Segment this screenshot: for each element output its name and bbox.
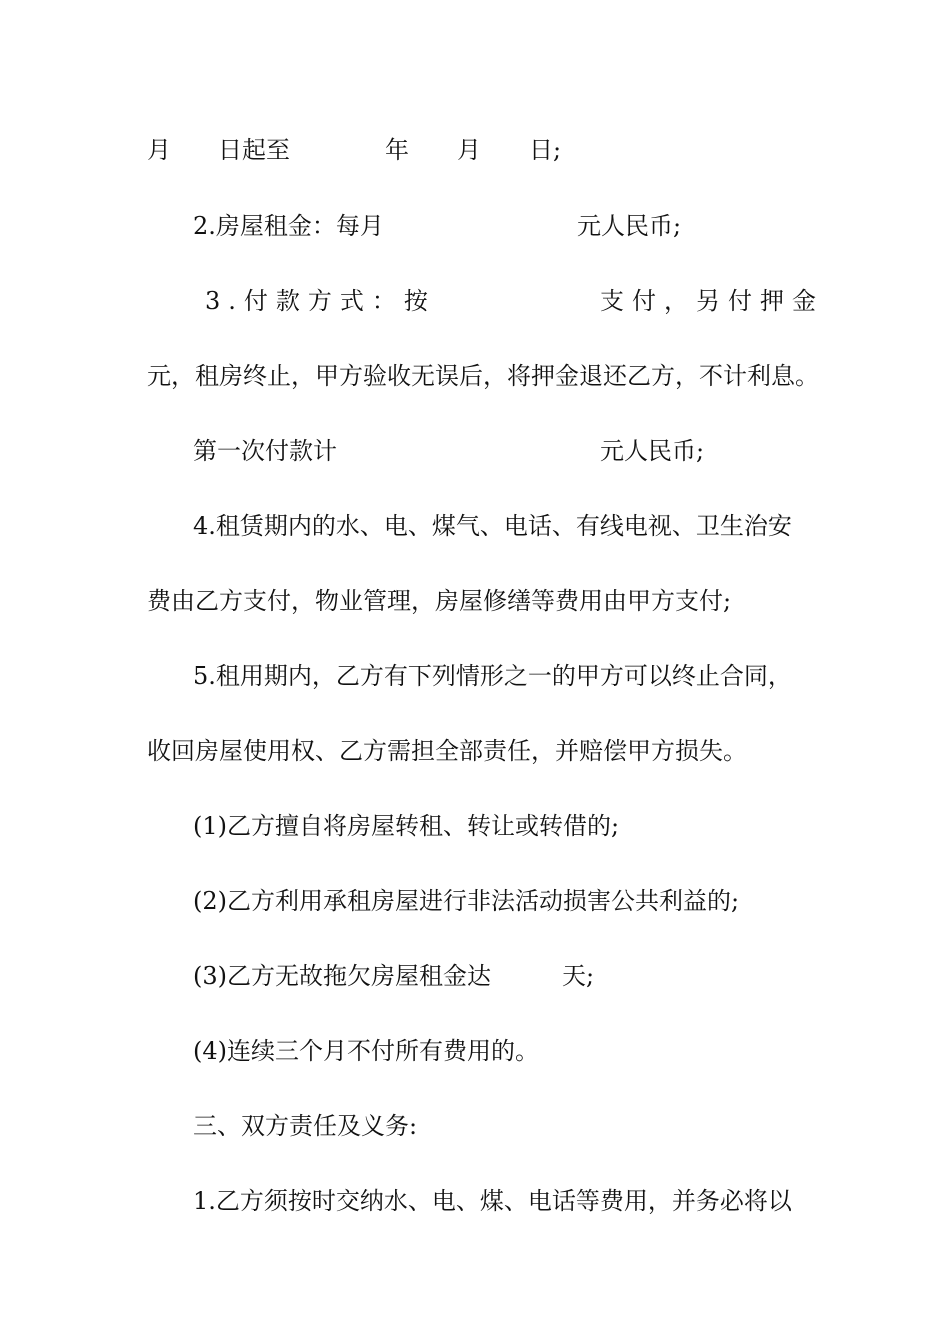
first-payment-label: 第一次付款计 — [193, 437, 337, 465]
day-from-label: 日起至 — [218, 136, 290, 164]
currency-label: 元人民币; — [600, 437, 705, 465]
line-text: 费由乙方支付，物业管理，房屋修缮等费用由甲方支付; — [147, 587, 732, 615]
day-label: 日; — [529, 136, 562, 164]
payment-method-label: 3.付款方式：按 — [205, 287, 436, 315]
deposit-label: 支付，另付押金 — [600, 287, 824, 315]
line-text: 5.租用期内，乙方有下列情形之一的甲方可以终止合同， — [193, 662, 792, 690]
currency-label: 元人民币; — [577, 212, 682, 240]
line-text: 三、双方责任及义务: — [193, 1112, 418, 1140]
line-text: 元，租房终止，甲方验收无误后，将押金退还乙方，不计利息。 — [147, 362, 819, 390]
month-label: 月 — [457, 136, 481, 164]
rent-label: 2.房屋租金：每月 — [193, 212, 384, 240]
line-text: (4)连续三个月不付所有费用的。 — [193, 1037, 539, 1065]
line-text: 1.乙方须按时交纳水、电、煤、电话等费用，并务必将以 — [193, 1187, 792, 1215]
year-label: 年 — [385, 136, 409, 164]
line-text: 4.租赁期内的水、电、煤气、电话、有线电视、卫生治安 — [193, 512, 792, 540]
line-text: (2)乙方利用承租房屋进行非法活动损害公共利益的; — [193, 887, 740, 915]
line-text: (1)乙方擅自将房屋转租、转让或转借的; — [193, 812, 620, 840]
line-text: (3)乙方无故拖欠房屋租金达 — [193, 962, 491, 990]
line-text: 收回房屋使用权、乙方需担全部责任，并赔偿甲方损失。 — [147, 737, 747, 765]
days-label: 天; — [562, 962, 595, 990]
month-label: 月 — [147, 136, 171, 164]
